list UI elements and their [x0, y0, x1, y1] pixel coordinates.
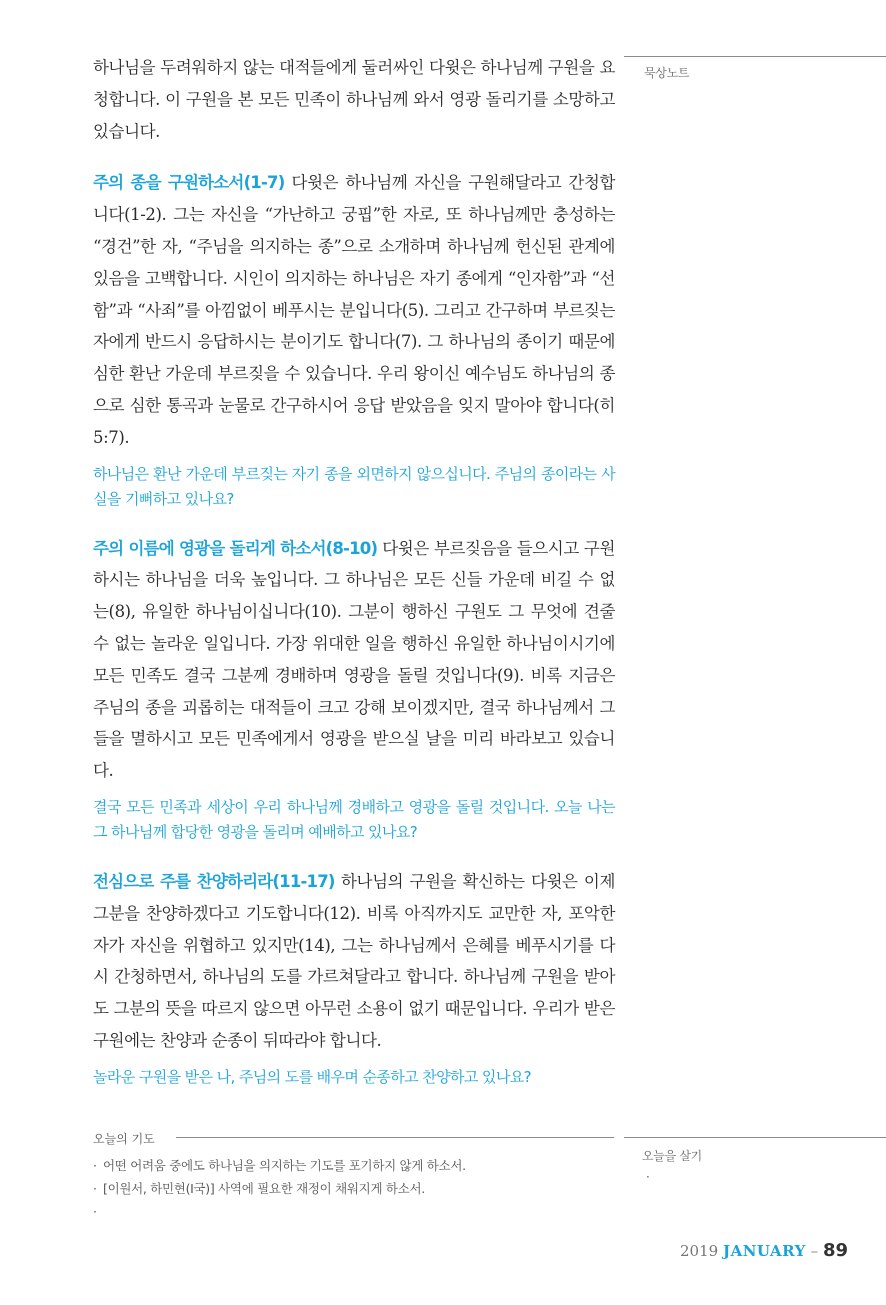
prayer-item: · [이원서, 하민현(I국)] 사역에 필요한 재정이 채워지게 하소서. — [93, 1177, 613, 1200]
reflection-question: 결국 모든 민족과 세상이 우리 하나님께 경배하고 영광을 돌릴 것입니다. 오늘 나는 그 하나님께 합당한 영광을 돌리며 예배하고 있나요? — [93, 797, 615, 842]
page-number: 89 — [822, 1240, 849, 1261]
page-footer — [680, 1240, 848, 1261]
footer-month: JANUARY — [722, 1242, 806, 1260]
section-2 — [93, 533, 615, 846]
footer-year: 2019 — [680, 1242, 719, 1260]
living-today-label: 오늘을 살기 — [642, 1149, 702, 1163]
note-rule — [624, 56, 886, 57]
reflection-question: 하나님은 환난 가운데 부르짖는 자기 종을 외면하지 않으십니다. 주님의 종이라는 사실을 기뻐하고 있나요? — [93, 464, 615, 509]
section-heading: 전심으로 주를 찬양하리라(11-17) — [93, 871, 335, 891]
footer-separator: – — [810, 1242, 819, 1260]
meditation-note-label: 묵상노트 — [644, 66, 690, 80]
section-3 — [93, 866, 615, 1090]
section-heading: 주의 이름에 영광을 돌리게 하소서(8-10) — [93, 538, 378, 558]
section-body: 하나님의 구원을 확신하는 다윗은 이제 그분을 찬양하겠다고 기도합니다(12). 비록 아직까지도 교만한 자, 포악한 자가 자신을 위협하고 있지만(14), 그는 하나님께서 은혜를 베푸시기를 다시 간청하면서, 하나님의 도를 가르쳐달라고 합니다. 하나님께 구원을 받아도 그분의 뜻을 따르지 않으면 아무런 소용이 없기 때문입니다. 우리가 받은 구원에는 찬양과 순종이 뒤따라야 합니다. — [93, 871, 615, 1050]
prayer-rule — [176, 1137, 614, 1138]
intro-paragraph: 하나님을 두려워하지 않는 대적들에게 둘러싸인 다윗은 하나님께 구원을 요청합니다. 이 구원을 본 모든 민족이 하나님께 와서 영광 돌리기를 소망하고 있습니다. — [93, 58, 615, 141]
section-heading: 주의 종을 구원하소서(1-7) — [93, 173, 285, 193]
main-content — [93, 52, 615, 1090]
section-body: 다윗은 하나님께 자신을 구원해달라고 간청합니다(1-2). 그는 자신을 “가난하고 궁핍”한 자로, 또 하나님께만 충성하는 “경건”한 자, “주님을 의지하는 종”으로 소개하며 하나님께 헌신된 관계에 있음을 고백합니다. 시인이 의지하는 하나님은 자기 종에게 “인자함”과 “선함”과 “사죄”를 아낌없이 베푸시는 분입니다(5). 그리고 간구하며 부르짖는 자에게 반드시 응답하시는 분이기도 합니다(7). 그 하나님의 종이기 때문에 심한 환난 가운데 부르짖을 수 있습니다. 우리 왕이신 예수님도 하나님의 종으로 심한 통곡과 눈물로 간구하시어 응답 받았음을 잊지 말아야 합니다(히 5:7). — [93, 173, 615, 447]
prayer-title: 오늘의 기도 — [93, 1132, 155, 1146]
section-1 — [93, 167, 615, 512]
today-rule — [624, 1137, 886, 1138]
section-paragraph — [93, 167, 615, 453]
section-body: 다윗은 부르짖음을 들으시고 구원하시는 하나님을 더욱 높입니다. 그 하나님은 모든 신들 가운데 비길 수 없는(8), 유일한 하나님이십니다(10). 그분이 행하신 구원도 그 무엇에 견줄 수 없는 놀라운 일입니다. 가장 위대한 일을 행하신 유일한 하나님이시기에 모든 민족도 결국 그분께 경배하며 영광을 돌릴 것입니다(9). 비록 지금은 주님의 종을 괴롭히는 대적들이 크고 강해 보이겠지만, 결국 하나님께서 그들을 멸하시고 모든 민족에게서 영광을 받으실 날을 미리 바라보고 있습니다. — [93, 538, 615, 781]
reflection-question: 놀라운 구원을 받은 나, 주님의 도를 배우며 순종하고 찬양하고 있나요? — [93, 1067, 531, 1086]
section-paragraph — [93, 866, 615, 1057]
section-paragraph — [93, 533, 615, 787]
prayer-item: · 어떤 어려움 중에도 하나님을 의지하는 기도를 포기하지 않게 하소서. — [93, 1154, 613, 1177]
prayer-list — [93, 1154, 613, 1200]
living-today-bullet: · — [646, 1170, 650, 1184]
